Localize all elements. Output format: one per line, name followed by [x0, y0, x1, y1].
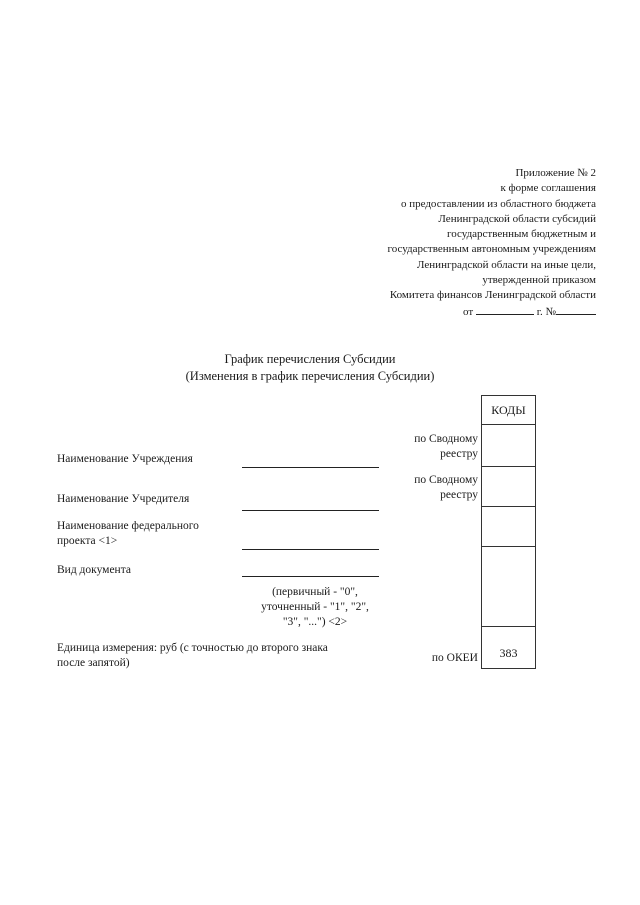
doc-type-line	[242, 576, 379, 577]
codes-cell-project	[482, 507, 535, 547]
registry-label-1	[414, 432, 478, 462]
codes-cell-okei	[482, 627, 535, 669]
appendix-line: Комитета финансов Ленинградской области	[389, 289, 596, 302]
unit-label	[57, 641, 328, 671]
unit-line: после запятой)	[57, 657, 130, 669]
codes-header: КОДЫ	[491, 403, 526, 417]
codes-cell-registry-1	[482, 425, 535, 467]
registry-label-line: по Сводному	[414, 433, 478, 445]
doc-type-label: Вид документа	[57, 564, 131, 576]
registry-label-line: реестру	[440, 489, 478, 501]
appendix-line: Ленинградской области субсидий	[438, 212, 596, 225]
codes-cell-registry-2	[482, 467, 535, 507]
appendix-line: Ленинградской области на иные цели,	[417, 258, 596, 271]
appendix-line: утвержденной приказом	[482, 274, 596, 287]
appendix-line: о предоставлении из областного бюджета	[400, 197, 596, 210]
codes-table	[481, 395, 536, 669]
project-label-line: Наименование федерального	[57, 520, 199, 532]
institution-label: Наименование Учреждения	[57, 453, 193, 465]
codes-cell-doc-type	[482, 547, 535, 627]
document-title	[150, 351, 470, 385]
note-line: (первичный - "0",	[272, 586, 358, 598]
registry-label-line: по Сводному	[414, 474, 478, 486]
note-line: уточненный - "1", "2",	[261, 601, 369, 613]
date-blank	[476, 304, 534, 315]
founder-label: Наименование Учредителя	[57, 493, 190, 505]
project-label-line: проекта <1>	[57, 535, 118, 547]
title-sub: (Изменения в график перечисления Субсидии)	[185, 369, 435, 383]
registry-label-line: реестру	[440, 448, 478, 460]
appendix-line: Приложение № 2	[515, 167, 596, 179]
doc-type-note	[240, 585, 390, 630]
okei-code: 383	[499, 646, 518, 660]
order-number-blank	[556, 304, 596, 315]
founder-line	[242, 510, 379, 511]
unit-line: Единица измерения: руб (с точностью до второго знака	[57, 642, 328, 654]
appendix-date-line	[296, 304, 596, 320]
note-line: "3", "...") <2>	[282, 616, 348, 628]
okei-label: по ОКЕИ	[431, 652, 478, 664]
project-line	[242, 549, 379, 550]
registry-label-2	[414, 473, 478, 503]
appendix-header	[296, 166, 596, 320]
date-prefix: от	[463, 305, 474, 318]
appendix-line: государственным бюджетным и	[447, 228, 596, 241]
order-number-prefix: г. №	[536, 305, 556, 318]
codes-header-cell	[482, 396, 535, 425]
appendix-line: к форме соглашения	[500, 182, 596, 195]
institution-line	[242, 467, 379, 468]
project-label	[57, 519, 199, 549]
title-main: График перечисления Субсидии	[224, 352, 396, 366]
appendix-line: государственным автономным учреждениям	[387, 243, 596, 256]
